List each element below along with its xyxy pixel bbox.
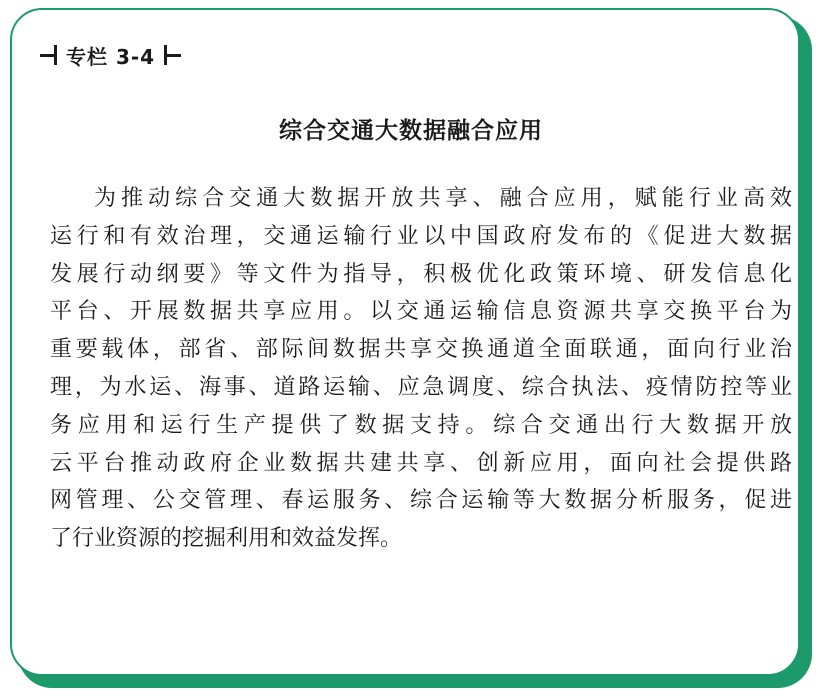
paragraph-line: 云平台推动政府企业数据共建共享、创新应用，面向社会提供路 xyxy=(50,450,792,476)
paragraph-line: 平台、开展数据共享应用。以交通运输信息资源共享交换平台为 xyxy=(50,299,792,325)
paragraph-line: 网管理、公交管理、春运服务、综合运输等大数据分析服务，促进 xyxy=(50,488,792,514)
column-tag-label: 专栏 3-4 xyxy=(66,44,156,69)
column-body xyxy=(50,180,792,558)
paragraph-line: 发展行动纲要》等文件为指导，积极优化政策环境、研发信息化 xyxy=(50,261,792,287)
paragraph-line: 了行业资源的挖掘利用和效益发挥。 xyxy=(50,526,403,552)
column-title: 综合交通大数据融合应用 xyxy=(279,118,543,144)
paragraph-line: 理，为水运、海事、道路运输、应急调度、综合执法、疫情防控等业 xyxy=(50,374,792,400)
paragraph-line: 重要载体，部省、部际间数据共享交换通道全面联通，面向行业治 xyxy=(50,337,792,363)
tag-right-bracket-icon xyxy=(161,43,181,67)
column-tag xyxy=(40,42,181,68)
paragraph-line: 务应用和运行生产提供了数据支持。综合交通出行大数据开放 xyxy=(50,412,792,438)
paragraph-line: 为推动综合交通大数据开放共享、融合应用，赋能行业高效 xyxy=(94,186,792,211)
tag-left-bracket-icon xyxy=(40,43,60,67)
paragraph-line: 运行和有效治理，交通运输行业以中国政府发布的《促进大数据 xyxy=(50,223,792,249)
